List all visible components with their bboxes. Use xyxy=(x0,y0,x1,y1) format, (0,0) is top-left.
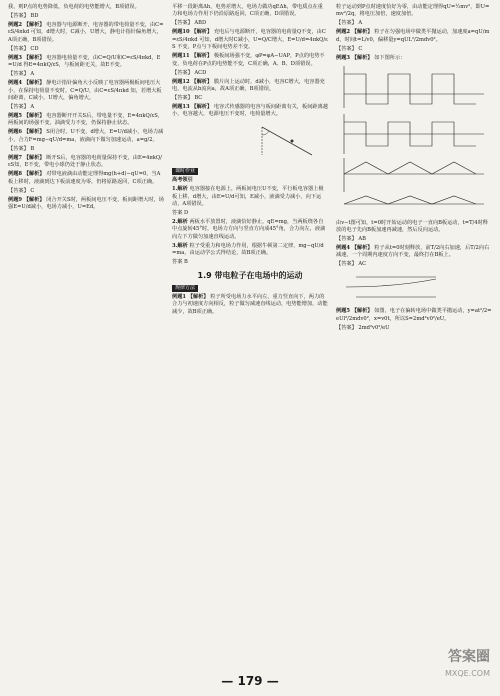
method-tag: 规律方法 xyxy=(172,285,198,292)
text: 【答案】 C xyxy=(8,187,35,194)
paragraph xyxy=(8,55,164,70)
paragraph xyxy=(8,146,164,153)
paragraph xyxy=(8,104,164,111)
text: 答案 D xyxy=(172,210,189,217)
paragraph xyxy=(172,95,328,102)
label: 例题7 【解析】 xyxy=(8,154,45,161)
label: 例题2 【解析】 xyxy=(8,22,45,28)
column-left xyxy=(8,4,164,213)
label: 例题5 【解析】 xyxy=(8,113,45,120)
paragraph xyxy=(8,4,164,11)
paragraph xyxy=(172,294,328,316)
text: 如图，电子在偏转电场中做类平抛运动，y=at²/2=eUl²/2mdv0²，x=v0t，所以S=2md²v0²/eU。 xyxy=(336,308,492,322)
label: 例题4 【解析】 xyxy=(336,245,373,252)
paragraph xyxy=(172,259,328,266)
watermark-logo: 答案圈 xyxy=(448,649,490,665)
label: 例题4 【解析】 xyxy=(8,80,45,87)
paragraph xyxy=(336,261,492,268)
text: 极板间场强不变，φP=φA−UAP，P点的电势不变，负电荷在P点的电势能不变，C项正确，A、B、D项错误。 xyxy=(172,53,325,67)
paragraph xyxy=(8,171,164,186)
text: 粒子在匀强电场中做类平抛运动，加速度a=qU/md，时间t=L/v0，偏移量y=qUL²/2mdv0²。 xyxy=(336,29,490,43)
text: 由v−t图可知，t=0时开始运动的电子一直向B板运动，t=T/4时释放的电子先向B板加速再减速，然后反向运动。 xyxy=(336,219,488,234)
paragraph xyxy=(336,236,492,243)
text: 两板水平放置时，液滴恰好静止，qE=mg，当两板绕各自中点旋转45°时，电场力方向与竖直方向成45°角，合力向左，液滴向左下方做匀加速直线运动。 xyxy=(172,219,326,240)
text: 答案 B xyxy=(172,259,188,266)
text: 我，则P点的电势降低，负电荷的电势能增大，B项错误。 xyxy=(8,4,140,10)
tilted-plates-figure xyxy=(172,121,328,164)
label: 例题10 【解析】 xyxy=(172,29,213,36)
text: 粒子受重力和电场力作用，根据牛顿第二定律，mg−qU/d=ma，由运动学公式得结论，故B项正确。 xyxy=(172,242,324,257)
label: 例题9 【解析】 xyxy=(8,196,45,203)
paragraph xyxy=(172,53,328,68)
text: 电容器断开开关S后，带电量不变，E=4πkQ/εS，两板间的场强不变，油滴受力不变，仍保持静止状态。 xyxy=(8,113,163,127)
paragraph xyxy=(172,104,328,119)
paragraph xyxy=(8,22,164,44)
paragraph xyxy=(172,243,328,258)
text: 【答案】 ACD xyxy=(172,69,207,76)
label: 例题3 【解析】 xyxy=(336,54,373,61)
label: 例题13 【解析】 xyxy=(172,104,213,111)
text: 闭合开关S时，两板间电压不变，板间距增大时，场强E=U/d减小，电场力减小，U=Ed。 xyxy=(8,196,164,211)
paragraph xyxy=(8,155,164,170)
paragraph xyxy=(172,79,328,94)
label: 例题1 【解析】 xyxy=(172,293,209,300)
text: 如下图所示： xyxy=(374,54,406,61)
column-middle xyxy=(172,4,328,318)
text: 【答案】 CD xyxy=(8,45,39,52)
watermark-url: MXQE.COM xyxy=(444,669,490,678)
paragraph xyxy=(8,80,164,102)
label: 例题6 【解析】 xyxy=(8,129,45,136)
column-right xyxy=(336,4,492,334)
text: 【答案】 A xyxy=(8,71,35,78)
label: 例题8 【解析】 xyxy=(8,171,45,178)
paragraph xyxy=(336,46,492,53)
label: 2.解析 xyxy=(172,219,188,226)
text: 【答案】 AC xyxy=(336,261,367,268)
text: 【答案】 ABD xyxy=(172,20,207,27)
deflection-figure xyxy=(336,271,492,306)
text: 【答案】 BC xyxy=(172,95,203,102)
section-title: 1.9 带电粒子在电场中的运动 xyxy=(197,270,303,280)
paragraph xyxy=(8,197,164,212)
paragraph xyxy=(172,186,328,208)
text: 【答案】 AB xyxy=(336,236,366,243)
paragraph xyxy=(172,29,328,51)
label: 例题2 【解析】 xyxy=(336,29,373,36)
paragraph xyxy=(336,4,492,19)
text: 【答案】 2md²v0²/eU xyxy=(336,324,390,331)
text: 膜片向上运动时，d减小，电容C增大，电容器充电，电流从b流向a，故A项正确，B项错误。 xyxy=(172,78,325,93)
text: 【答案】 BD xyxy=(8,13,39,19)
paragraph xyxy=(8,188,164,195)
paragraph xyxy=(8,46,164,53)
text: 【答案】 B xyxy=(8,145,35,152)
paragraph xyxy=(8,129,164,144)
label: 例题3 【解析】 xyxy=(8,54,45,61)
label: 例题11 【解析】 xyxy=(172,53,213,60)
text: 电容式传感器的电容与板间距离有关，板间距离越小，电容越大，电源电压不变时，电荷量增大。 xyxy=(172,104,328,118)
label: 3.解析 xyxy=(172,242,188,249)
text: 电容器与电源断开，电容器的带电荷量不变，由C=εS/4πkd 可知，d增大时，C减小，U增大，静电计指针偏角增大，A项正确，B项错误。 xyxy=(8,22,164,43)
paragraph xyxy=(336,325,492,332)
text: 电容器接在电源上，两板间电压U不变，平行板电容器上极板上移，d增大，由E=U/d可知，E减小，液滴受力减小，向下运动，A项错误。 xyxy=(172,186,324,208)
paragraph xyxy=(336,55,492,62)
text: 粒子运动到P点时速度恰好为零，由动能定理得qU=½mv²，即U=mv²/2q，将电压加倍，速度加倍。 xyxy=(336,4,490,18)
paragraph xyxy=(172,4,328,19)
text: 电容器电荷量不变，由C=Q/U和C=εS/4πkd，E=U/d 得E=4πkQ/εS，与板间距无关，故E不变。 xyxy=(8,54,161,69)
text: 断开S后，电容器的电荷量保持不变，由E=4πkQ/εS知，E不变，带电小球仍处于静止状态。 xyxy=(8,154,162,169)
text: 粒子从t=0时刻释放，前T/2向右加速，后T/2向右减速，一个周期内速度方向不变，最终打在B板上。 xyxy=(336,245,490,259)
paragraph xyxy=(8,113,164,128)
paragraph xyxy=(172,70,328,77)
paragraph xyxy=(336,29,492,44)
text: 静电计指针偏角大小反映了电容器两极板间电压大小，在保持电荷量不变时，C=Q/U，由C=εS/4πkd 知，若增大板间距离，C减小，U增大，偏角增大。 xyxy=(8,80,162,102)
label: 例题5 【解析】 xyxy=(336,308,373,315)
text: 【答案】 A xyxy=(336,20,363,27)
label: 例题12 【解析】 xyxy=(172,78,213,85)
text: 【答案】 A xyxy=(8,104,35,111)
paragraph xyxy=(8,13,164,20)
text: 平移一段距离Δh，电势差增大，电场力做功qEΔh，带电质点在重力和电场力作用下仍沿原路返回，C项正确，D项错误。 xyxy=(172,4,323,18)
subheading: 高考领引 xyxy=(172,177,193,184)
paragraph xyxy=(172,20,328,27)
waveform-figure xyxy=(336,64,492,217)
paragraph xyxy=(336,308,492,323)
paragraph xyxy=(336,245,492,260)
text: 【答案】 C xyxy=(336,45,363,52)
paragraph xyxy=(172,219,328,241)
page-number: — 179 — xyxy=(221,674,279,688)
text: 充电后与电源断开，电容器的电荷量Q不变，由C=εS/4πkd 可知，d增大时C减小，U=Q/C增大，E=U/d=4πkQ/εS 不变，P点与下板间电势差不变。 xyxy=(172,29,328,51)
text: S闭合时，U不变，d增大，E=U/d减小，电场力减小，合力F=mg−qU/d=ma，液滴向下做匀加速运动，a=g/2。 xyxy=(8,129,164,143)
homework-tag: 课时作业 xyxy=(172,168,198,175)
label: 1.解析 xyxy=(172,186,188,193)
paragraph xyxy=(336,20,492,27)
paragraph xyxy=(336,220,492,235)
paragraph xyxy=(8,71,164,78)
paragraph xyxy=(172,210,328,217)
text: 粒子所受电场力水平向左，重力竖直向下，两力的合力与初速度方向相反，粒子做匀减速直线运动，电势能增加，动能减少，故B项正确。 xyxy=(172,293,328,315)
text: 对带电液滴由动能定理得mg(h+d)−qU=0，当A板上移时，液滴到达下板前速度为零，仍将原路返回，C项正确。 xyxy=(8,171,161,185)
